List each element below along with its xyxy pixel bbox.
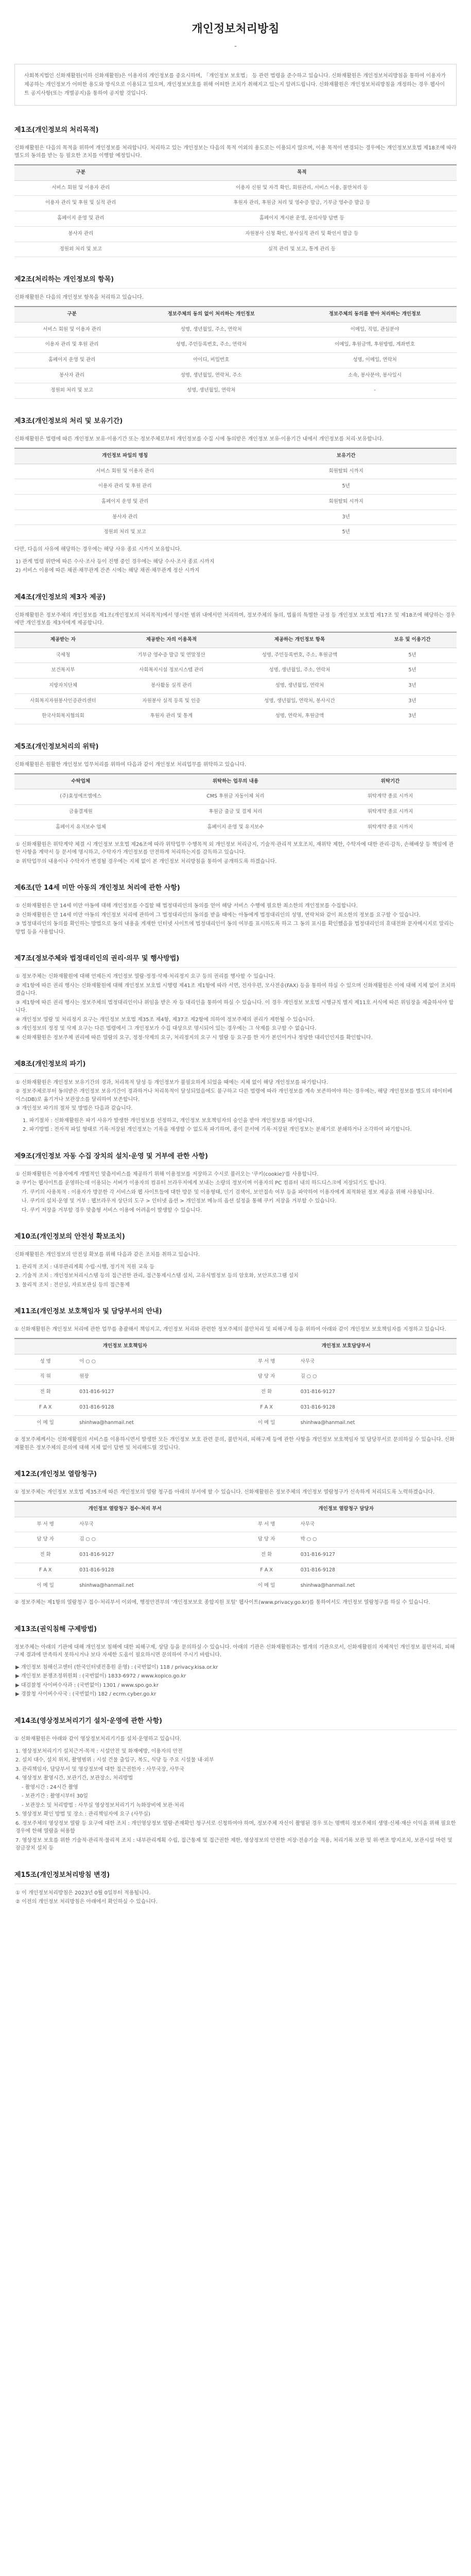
table-row <box>14 663 457 679</box>
table-cell: 031-816-9128 <box>298 1563 457 1578</box>
section-10-intro: 신화재활원은 개인정보의 안전성 확보를 위해 다음과 같은 조치를 취하고 있습니다. <box>14 1252 200 1258</box>
row-label: F A X <box>235 1400 297 1415</box>
intro-box <box>14 64 457 106</box>
table-cell: 보건복지부 <box>14 663 112 679</box>
table-cell: 5년 <box>368 663 457 679</box>
table-cell: 봉사활동 실적 관리 <box>112 678 231 693</box>
table-cell: 사회복지자원봉사인증관리센터 <box>14 693 112 709</box>
section-11-intro: ① 신화재활원은 개인정보 처리에 관한 업무를 총괄해서 책임지고, 개인정보 처리와 관련한 정보주체의 불만처리 및 피해구제 등을 위하여 아래와 같이 개인정보 보호책임자를 지정하고 있습니다. <box>14 1327 446 1333</box>
section-8-sublist <box>14 1117 457 1134</box>
table-row <box>14 648 457 663</box>
row-label: 부 서 명 <box>14 1517 76 1532</box>
table-row <box>14 180 457 196</box>
section-5-title: 제5조(개인정보처리의 위탁) <box>14 742 457 756</box>
table-row <box>14 1578 457 1594</box>
table-row <box>14 1532 457 1548</box>
table-cell: 박 ○ ○ <box>298 1532 457 1548</box>
table-cell: 성명, 연락처, 후원금액 <box>231 709 368 724</box>
table-cell: 김 ○ ○ <box>76 1532 235 1548</box>
table-cell: 홈페이지 게시판 운영, 문의사항 답변 등 <box>147 211 457 227</box>
table-row <box>14 368 457 383</box>
table-cell: shinhwa@hanmail.net <box>298 1578 457 1594</box>
table-cell: 이메일, 후원금액, 후원방법, 계좌번호 <box>293 337 457 353</box>
table-cell: 실적 관리 및 보고, 통계 관리 등 <box>147 242 457 257</box>
list-item: ① 이 개인정보처리방침은 2023년 0월 0일부터 적용됩니다. <box>15 1890 151 1896</box>
table-cell: 3년 <box>368 709 457 724</box>
section-4 <box>14 592 457 724</box>
section-3-note: 다만, 다음의 사유에 해당하는 경우에는 해당 사유 종료 시까지 보유합니다. <box>14 547 182 553</box>
list-item: 4. 영상정보 촬영시간, 보관기간, 보관장소, 처리방법 <box>15 1775 133 1781</box>
list-item: ④ 개인정보 열람 및 처리정지 요구는 개인정보 보호법 제35조 제4항, 제37조 제2항에 의하여 정보주체의 권리가 제한될 수 있습니다. <box>15 1016 315 1023</box>
table-cell: 홈페이지 운영 및 관리 <box>14 494 236 510</box>
table-header: 제공하는 개인정보 항목 <box>231 632 368 648</box>
table-cell: 이용자 관리 및 후원 관리 <box>14 337 129 353</box>
section-15-title: 제15조(개인정보처리방침 변경) <box>14 1870 457 1884</box>
table-cell: 서비스 회원 및 이용자 관리 <box>14 464 236 479</box>
section-13-list <box>14 1664 457 1699</box>
row-label: 담 당 자 <box>235 1532 297 1548</box>
third-party-table <box>14 632 457 724</box>
table-cell: 자원봉사 신청 확인, 봉사실적 관리 및 확인서 발급 등 <box>147 226 457 242</box>
row-label: F A X <box>14 1563 76 1578</box>
section-14-intro: ① 신화재활원은 아래와 같이 영상정보처리기기를 설치·운영하고 있습니다. <box>14 1736 182 1742</box>
list-item: ① 신화재활원은 이용자에게 개별적인 맞춤서비스를 제공하기 위해 이용정보를 저장하고 수시로 불러오는 '쿠키(cookie)'를 사용합니다. <box>15 1171 319 1177</box>
table-cell: 031-816-9128 <box>76 1563 235 1578</box>
list-item: ① 신화재활원은 개인정보 보유기간의 경과, 처리목적 달성 등 개인정보가 불필요하게 되었을 때에는 지체 없이 해당 개인정보를 파기합니다. <box>15 1079 328 1086</box>
table-row <box>14 383 457 399</box>
section-3-intro: 신화재활원은 법령에 따른 개인정보 보유·이용기간 또는 정보주체로부터 개인정보를 수집 시에 동의받은 개인정보 보유·이용기간 내에서 개인정보를 처리·보유합니다. <box>14 436 384 443</box>
table-row <box>14 1563 457 1578</box>
table-header: 수탁업체 <box>14 774 147 789</box>
section-7-title: 제7조(정보주체와 법정대리인의 권리·의무 및 행사방법) <box>14 954 457 968</box>
section-14 <box>14 1716 457 1853</box>
table-row <box>14 1517 457 1532</box>
agency-link[interactable]: ▶ 대검찰청 사이버수사과 : (국번없이) 1301 / www.spo.go.kr <box>15 1682 159 1688</box>
table-header: 제공받는 자 <box>14 632 112 648</box>
table-row <box>14 1385 457 1400</box>
table-cell: 홈페이지 운영 및 유지보수 <box>147 820 324 835</box>
section-12-intro: ① 정보주체는 개인정보 보호법 제35조에 따른 개인정보의 열람 청구를 아래의 부서에 할 수 있습니다. 신화재활원은 정보주체의 개인정보 열람청구가 신속하게 처리되도록 노력하겠습니다. <box>14 1489 435 1496</box>
table-header: 구분 <box>14 307 129 322</box>
table-header: 제공받는 자의 이용목적 <box>112 632 231 648</box>
table-cell: 사무국 <box>298 1517 457 1532</box>
row-label: 부 서 명 <box>235 1517 297 1532</box>
section-5-intro: 신화재활원은 원활한 개인정보 업무처리를 위하여 다음과 같이 개인정보 처리업무를 위탁하고 있습니다. <box>14 762 247 768</box>
list-item: 2. 파기방법 : 전자적 파일 형태로 기록·저장된 개인정보는 기록을 재생할 수 없도록 파기하며, 종이 문서에 기록·저장된 개인정보는 분쇄기로 분쇄하거나 소각하여 파기합니다. <box>23 1127 412 1133</box>
table-row <box>14 820 457 835</box>
list-item: - 보관장소 및 처리방법 : 사무실 영상정보처리기기 녹화장비에 보관·처리 <box>22 1802 184 1808</box>
list-item: 1. 관리적 조치 : 내부관리계획 수립·시행, 정기적 직원 교육 등 <box>15 1264 155 1270</box>
table-row <box>14 337 457 353</box>
table-header: 개인정보 파일의 명칭 <box>14 448 236 464</box>
section-9-list <box>14 1171 457 1215</box>
section-9-title: 제9조(개인정보 자동 수집 장치의 설치·운영 및 거부에 관한 사항) <box>14 1151 457 1165</box>
list-item: ⑥ 신화재활원은 정보주체 권리에 따른 열람의 요구, 정정·삭제의 요구, 처리정지의 요구 시 열람 등 요구를 한 자가 본인이거나 정당한 대리인인지를 확인합니다. <box>15 1035 373 1041</box>
table-cell: 성명, 이메일, 연락처 <box>293 353 457 368</box>
list-item: ① 신화재활원은 위탁계약 체결 시 개인정보 보호법 제26조에 따라 위탁업무 수행목적 외 개인정보 처리금지, 기술적·관리적 보호조치, 재위탁 제한, 수탁자에 대한 관리·감독, 손해배상 등 책임에 관한 사항을 계약서 등 문서에 명시하고, 수탁자가 개인정보를 안전하게 처리하는지를 감독하고 있습니다. <box>15 841 454 856</box>
table-cell: 성명, 생년월일, 주소, 연락처 <box>129 322 293 337</box>
table-header: 개인정보 열람청구 담당자 <box>235 1501 457 1517</box>
table-row <box>14 693 457 709</box>
section-12 <box>14 1469 457 1606</box>
table-cell: 위탁계약 종료 시까지 <box>324 820 457 835</box>
section-3-list <box>14 558 457 575</box>
section-13 <box>14 1624 457 1699</box>
row-label: 성 명 <box>14 1354 76 1369</box>
list-item: ③ 법정대리인의 동의를 확인하는 방법으로 동의 내용을 게재한 인터넷 사이트에 법정대리인이 동의 여부를 표시하도록 하고 그 동의 표시를 확인했음을 법정대리인의 휴대전화 문자메시지로 알리는 방법 등을 사용합니다. <box>15 921 454 935</box>
table-cell: shinhwa@hanmail.net <box>298 1415 457 1431</box>
section-10 <box>14 1232 457 1289</box>
table-cell: 031-816-9127 <box>76 1548 235 1563</box>
table-row <box>14 211 457 227</box>
agency-link[interactable]: ▶ 개인정보 침해신고센터 (한국인터넷진흥원 운영) : (국번없이) 118 / privacy.kisa.or.kr <box>15 1664 218 1670</box>
table-cell: 금융결제원 <box>14 805 147 820</box>
list-item: 5. 영상정보 확인 방법 및 장소 : 관리책임자에 요구 (사무실) <box>15 1811 150 1817</box>
table-cell: 아이디, 비밀번호 <box>129 353 293 368</box>
officer-table <box>14 1338 457 1431</box>
list-item: ② 정보주체로부터 동의받은 개인정보 보유기간이 경과하거나 처리목적이 달성되었음에도 불구하고 다른 법령에 따라 개인정보를 계속 보존하여야 하는 경우에는, 해당 개인정보를 별도의 데이터베이스(DB)로 옮기거나 보관장소를 달리하여 보존합니다. <box>15 1089 452 1103</box>
section-8 <box>14 1059 457 1133</box>
section-14-list <box>14 1748 457 1853</box>
section-1 <box>14 125 457 257</box>
list-item: 1. 파기절차 : 신화재활원은 파기 사유가 발생한 개인정보를 선정하고, 개인정보 보호책임자의 승인을 받아 개인정보를 파기합니다. <box>23 1117 315 1124</box>
table-cell: 후원자 관리, 후원금 처리 및 영수증 발급, 기부금 영수증 발급 등 <box>147 196 457 211</box>
table-cell: 031-816-9128 <box>76 1400 235 1415</box>
section-2 <box>14 275 457 399</box>
list-item: 1) 관계 법령 위반에 따른 수사·조사 등이 진행 중인 경우에는 해당 수사·조사 종료 시까지 <box>15 558 215 565</box>
table-header: 정보주체의 동의를 받아 처리하는 개인정보 <box>293 307 457 322</box>
agency-link[interactable]: ▶ 개인정보 분쟁조정위원회 : (국번없이) 1833-6972 / www.kopico.go.kr <box>15 1673 186 1680</box>
table-cell: 3년 <box>236 510 457 525</box>
list-item: ③ 개인정보 파기의 절차 및 방법은 다음과 같습니다. <box>15 1106 133 1112</box>
row-label: 이 메 일 <box>235 1415 297 1431</box>
table-header: 위탁기간 <box>324 774 457 789</box>
table-cell: 후원금 출금 및 결제 처리 <box>147 805 324 820</box>
table-cell: shinhwa@hanmail.net <box>76 1578 235 1594</box>
table-cell: 지방자치단체 <box>14 678 112 693</box>
table-cell: 이메일, 직업, 관심분야 <box>293 322 457 337</box>
table-cell: 3년 <box>368 693 457 709</box>
list-item: ① 정보주체는 신화재활원에 대해 언제든지 개인정보 열람·정정·삭제·처리정지 요구 등의 권리를 행사할 수 있습니다. <box>15 974 275 980</box>
table-cell: 봉사자 관리 <box>14 510 236 525</box>
table-row <box>14 805 457 820</box>
purpose-table <box>14 164 457 257</box>
row-label: 이 메 일 <box>235 1578 297 1594</box>
list-item: ② 신화재활원은 만 14세 미만 아동의 개인정보 처리에 관하여 그 법정대리인의 동의를 받을 때에는 아동에게 법정대리인의 성명, 연락처와 같이 최소한의 정보를 요구할 수 있습니다. <box>15 912 421 918</box>
list-item: 2. 기술적 조치 : 개인정보처리시스템 등의 접근권한 관리, 접근통제시스템 설치, 고유식별정보 등의 암호화, 보안프로그램 설치 <box>15 1273 299 1279</box>
list-item: 나. 쿠키의 설치·운영 및 거부 : 웹브라우저 상단의 도구 > 인터넷 옵션 > 개인정보 메뉴의 옵션 설정을 통해 쿠키 저장을 거부할 수 있습니다. <box>22 1198 337 1205</box>
table-row <box>14 196 457 211</box>
table-cell: CMS 후원금 자동이체 처리 <box>147 789 324 805</box>
table-cell: 정원외 처리 및 보고 <box>14 242 147 257</box>
table-cell: 위탁계약 종료 시까지 <box>324 805 457 820</box>
list-item: 다. 쿠키 저장을 거부할 경우 맞춤형 서비스 이용에 어려움이 발생할 수 있습니다. <box>22 1207 202 1213</box>
table-row <box>14 1415 457 1431</box>
section-12-note: ② 정보주체는 제1항의 열람청구 접수·처리부서 이외에, 행정안전부의 '개인정보보호 종합지원 포털' 웹사이트(www.privacy.go.kr)를 통하여서도 개인정보 열람청구를 하실 수 있습니다. <box>14 1600 430 1606</box>
list-item: 1. 영상정보처리기기 설치근거·목적 : 시설안전 및 화재예방, 이용자의 안전 <box>15 1748 183 1754</box>
section-2-intro: 신화재활원은 다음의 개인정보 항목을 처리하고 있습니다. <box>14 295 144 301</box>
section-1-title: 제1조(개인정보의 처리목적) <box>14 125 457 139</box>
table-cell: 5년 <box>236 479 457 495</box>
table-cell: 위탁계약 종료 시까지 <box>324 789 457 805</box>
table-cell: 후원자 관리 및 통계 <box>112 709 231 724</box>
list-item: ① 신화재활원은 만 14세 미만 아동에 대해 개인정보를 수집할 때 법정대리인의 동의를 얻어 해당 서비스 수행에 필요한 최소한의 개인정보를 수집합니다. <box>15 903 358 909</box>
page-title: 개인정보처리방침 <box>191 23 280 36</box>
row-label: F A X <box>14 1400 76 1415</box>
table-row <box>14 1354 457 1369</box>
table-cell: 봉사자 관리 <box>14 226 147 242</box>
section-15-list <box>14 1889 457 1906</box>
list-item: 2) 서비스 이용에 따른 채권·채무관계 잔존 시에는 해당 채권·채무관계 정산 시까지 <box>15 568 200 574</box>
table-cell: 김 ○ ○ <box>298 1369 457 1385</box>
section-3 <box>14 416 457 574</box>
table-cell: 국세청 <box>14 648 112 663</box>
table-cell: 홈페이지 운영 및 관리 <box>14 211 147 227</box>
section-11 <box>14 1307 457 1452</box>
table-cell: 사회복지시설 정보시스템 관리 <box>112 663 231 679</box>
table-cell: 회원탈퇴 시까지 <box>236 494 457 510</box>
list-item: 7. 영상정보 보호를 위한 기술적·관리적·물리적 조치 : 내부관리계획 수립, 접근통제 및 접근권한 제한, 영상정보의 안전한 저장·전송기술 적용, 처리기록 보관 및 위·변조 방지조치, 보관시설 마련 및 잠금장치 설치 등 <box>15 1837 452 1851</box>
table-cell: 성명, 생년월일, 연락처, 봉사시간 <box>231 693 368 709</box>
list-item: 6. 정보주체의 영상정보 열람 등 요구에 대한 조치 : 개인영상정보 열람·존재확인 청구서로 신청하여야 하며, 정보주체 자신이 촬영된 경우 또는 명백히 정보주체의 생명·신체·재산 이익을 위해 필요한 경우에 한해 열람을 허용함 <box>15 1820 456 1834</box>
table-row <box>14 242 457 257</box>
table-cell: 성명, 생년월일, 주소, 연락처 <box>231 663 368 679</box>
access-request-table <box>14 1501 457 1594</box>
section-10-list <box>14 1263 457 1290</box>
table-cell: 성명, 주민등록번호, 주소, 후원금액 <box>231 648 368 663</box>
list-item: 가. 쿠키의 사용목적 : 이용자가 방문한 각 서비스와 웹 사이트들에 대한 방문 및 이용형태, 인기 검색어, 보안접속 여부 등을 파악하여 이용자에게 최적화된 정보 제공을 위해 사용됩니다. <box>22 1189 434 1195</box>
section-8-title: 제8조(개인정보의 파기) <box>14 1059 457 1073</box>
row-label: 전 화 <box>235 1385 297 1400</box>
table-row <box>14 1548 457 1563</box>
section-6-list <box>14 902 457 936</box>
section-7 <box>14 954 457 1042</box>
section-15 <box>14 1870 457 1906</box>
table-cell: - <box>293 383 457 399</box>
section-6-title: 제6조(만 14세 미만 아동의 개인정보 처리에 관한 사항) <box>14 883 457 897</box>
table-cell: 소속, 봉사분야, 봉사일시 <box>293 368 457 383</box>
table-cell: 031-816-9127 <box>298 1385 457 1400</box>
section-12-title: 제12조(개인정보 열람청구) <box>14 1469 457 1483</box>
table-cell: 봉사자 관리 <box>14 368 129 383</box>
table-header: 위탁하는 업무의 내용 <box>147 774 324 789</box>
title-separator: - <box>234 42 237 51</box>
table-row <box>14 226 457 242</box>
table-row <box>14 1400 457 1415</box>
section-2-title: 제2조(처리하는 개인정보의 항목) <box>14 275 457 289</box>
table-header: 구분 <box>14 165 147 180</box>
section-4-title: 제4조(개인정보의 제3자 제공) <box>14 592 457 606</box>
table-cell: 정원외 처리 및 보고 <box>14 383 129 399</box>
section-13-title: 제13조(권익침해 구제방법) <box>14 1624 457 1638</box>
table-cell: 홈페이지 유지보수 업체 <box>14 820 147 835</box>
section-5-list <box>14 841 457 866</box>
table-cell: 기부금 영수증 발급 및 연말정산 <box>112 648 231 663</box>
section-13-intro: 정보주체는 아래의 기관에 대해 개인정보 침해에 대한 피해구제, 상담 등을 문의하실 수 있습니다. 아래의 기관은 신화재활원과는 별개의 기관으로서, 신화재활원의 자체적인 개인정보 불만처리, 피해구제 결과에 만족하지 못하시거나 보다 자세한 도움이 필요하시면 문의하여 주시기 바랍니다. <box>14 1644 455 1658</box>
table-cell: 이용자 신원 및 자격 확인, 회원관리, 서비스 이용, 불만처리 등 <box>147 180 457 196</box>
table-cell: 자원봉사 실적 등록 및 인증 <box>112 693 231 709</box>
section-1-intro: 신화재활원은 다음의 목적을 위하여 개인정보를 처리합니다. 처리하고 있는 개인정보는 다음의 목적 이외의 용도로는 이용되지 않으며, 이용 목적이 변경되는 경우에는 개인정보보호법 제18조에 따라 별도의 동의를 받는 등 필요한 조치를 이행할 예정입니다. <box>14 145 457 159</box>
table-cell: 031-816-9127 <box>76 1385 235 1400</box>
list-item: ② 위탁업무의 내용이나 수탁자가 변경될 경우에는 지체 없이 본 개인정보 처리방침을 통하여 공개하도록 하겠습니다. <box>15 858 277 865</box>
section-5 <box>14 742 457 866</box>
table-header: 정보주체의 동의 없이 처리하는 개인정보 <box>129 307 293 322</box>
table-cell: 정원외 처리 및 보고 <box>14 525 236 540</box>
table-row <box>14 510 457 525</box>
table-header: 개인정보 열람청구 접수·처리 부서 <box>14 1501 235 1517</box>
list-item: ② 쿠키는 웹사이트를 운영하는데 이용되는 서버가 이용자의 컴퓨터 브라우저에게 보내는 소량의 정보이며 이용자의 PC 컴퓨터 내의 하드디스크에 저장되기도 합니다. <box>15 1180 386 1187</box>
table-cell: (주)효성에프엠에스 <box>14 789 147 805</box>
section-14-title: 제14조(영상정보처리기기 설치·운영에 관한 사항) <box>14 1716 457 1730</box>
list-item: 2. 설치 대수, 설치 위치, 촬영범위 : 시설 건물 출입구, 복도, 식당 등 주요 시설물 내·외부 <box>15 1757 214 1763</box>
list-item: 3. 관리책임자, 담당부서 및 영상정보에 대한 접근권한자 : 사무국장, 사무국 <box>15 1766 185 1772</box>
list-item: - 보관기간 : 촬영시부터 30일 <box>22 1793 89 1799</box>
table-cell: 이용자 관리 및 후원 및 실적 관리 <box>14 196 147 211</box>
items-table <box>14 306 457 399</box>
list-item: - 촬영시간 : 24시간 촬영 <box>22 1784 78 1790</box>
list-item: 3. 물리적 조치 : 전산실, 자료보관실 등의 접근통제 <box>15 1282 130 1288</box>
table-cell: 회원탈퇴 시까지 <box>236 464 457 479</box>
table-row <box>14 525 457 540</box>
intro-text: 사회복지법인 신화재활원(이하 신화재활원)은 이용자의 개인정보를 중요시하며, 「개인정보 보호법」 등 관련 법령을 준수하고 있습니다. 신화재활원은 개인정보처리방침을 통하여 이용자가 제공하는 개인정보가 어떠한 용도와 방식으로 이용되고 있으며, 개인정보보호를 위해 어떠한 조치가 취해지고 있는지 알려드립니다. 신화재활원은 개인정보처리방침을 개정하는 경우 웹사이트 공지사항(또는 개별공지)을 통하여 공지할 것입니다. <box>24 73 446 96</box>
table-row <box>14 353 457 368</box>
list-item: ② 제1항에 따른 권리 행사는 신화재활원에 대해 개인정보 보호법 시행령 제41조 제1항에 따라 서면, 전자우편, 모사전송(FAX) 등을 통하여 하실 수 있으며 신화재활원은 이에 대해 지체 없이 조치하겠습니다. <box>15 982 456 997</box>
row-label: 이 메 일 <box>14 1415 76 1431</box>
table-cell: 성명, 생년월일, 연락처, 주소 <box>129 368 293 383</box>
table-cell: 사무국 <box>76 1517 235 1532</box>
table-cell: 성명, 생년월일, 연락처 <box>129 383 293 399</box>
table-cell: 한국사회복지협의회 <box>14 709 112 724</box>
table-cell: 홈페이지 운영 및 관리 <box>14 353 129 368</box>
table-row <box>14 1369 457 1385</box>
section-11-title: 제11조(개인정보 보호책임자 및 담당부서의 안내) <box>14 1307 457 1320</box>
table-header: 보유 및 이용기간 <box>368 632 457 648</box>
table-cell: 031-816-9128 <box>298 1400 457 1415</box>
table-cell: 3년 <box>368 678 457 693</box>
section-7-list <box>14 973 457 1042</box>
table-row <box>14 464 457 479</box>
list-item: ⑤ 개인정보의 정정 및 삭제 요구는 다른 법령에서 그 개인정보가 수집 대상으로 명시되어 있는 경우에는 그 삭제를 요구할 수 없습니다. <box>15 1026 317 1032</box>
table-cell: 서비스 회원 및 이용자 관리 <box>14 180 147 196</box>
table-cell: 5년 <box>368 648 457 663</box>
row-label: F A X <box>235 1563 297 1578</box>
section-8-list <box>14 1079 457 1113</box>
table-header: 보유기간 <box>236 448 457 464</box>
list-item: ③ 제1항에 따른 권리 행사는 정보주체의 법정대리인이나 위임을 받은 자 등 대리인을 통하여 하실 수 있습니다. 이 경우 개인정보 보호법 시행규칙 별지 제11호 서식에 따른 위임장을 제출하셔야 합니다. <box>15 999 454 1014</box>
table-row <box>14 789 457 805</box>
table-cell: 이 ○ ○ <box>76 1354 235 1369</box>
row-label: 전 화 <box>14 1385 76 1400</box>
agency-link[interactable]: ▶ 경찰청 사이버수사국 : (국번없이) 182 / ecrm.cyber.go.kr <box>15 1691 156 1698</box>
row-label: 부 서 명 <box>235 1354 297 1369</box>
row-label: 이 메 일 <box>14 1578 76 1594</box>
table-row <box>14 678 457 693</box>
section-4-intro: 신화재활원은 정보주체의 개인정보를 제1조(개인정보의 처리목적)에서 명시한 범위 내에서만 처리하며, 정보주체의 동의, 법률의 특별한 규정 등 개인정보 보호법 제17조 및 제18조에 해당하는 경우에만 개인정보를 제3자에게 제공합니다. <box>14 612 456 626</box>
table-cell: shinhwa@hanmail.net <box>76 1415 235 1431</box>
section-6 <box>14 883 457 936</box>
table-cell: 서비스 회원 및 이용자 관리 <box>14 322 129 337</box>
row-label: 직 위 <box>14 1369 76 1385</box>
row-label: 담 당 자 <box>235 1369 297 1385</box>
row-label: 전 화 <box>14 1548 76 1563</box>
section-10-title: 제10조(개인정보의 안전성 확보조치) <box>14 1232 457 1246</box>
section-9 <box>14 1151 457 1215</box>
table-cell: 성명, 생년월일, 연락처 <box>231 678 368 693</box>
section-3-title: 제3조(개인정보의 처리 및 보유기간) <box>14 416 457 430</box>
table-cell: 사무국 <box>298 1354 457 1369</box>
retention-table <box>14 448 457 540</box>
table-cell: 031-816-9127 <box>298 1548 457 1563</box>
outsourcing-table <box>14 773 457 836</box>
table-cell: 성명, 주민등록번호, 주소, 연락처 <box>129 337 293 353</box>
list-item: ② 이전의 개인정보 처리방침은 아래에서 확인하실 수 있습니다. <box>15 1899 158 1905</box>
table-row <box>14 709 457 724</box>
table-header: 목적 <box>147 165 457 180</box>
section-11-note: ② 정보주체께서는 신화재활원의 서비스를 이용하시면서 발생한 모든 개인정보 보호 관련 문의, 불만처리, 피해구제 등에 관한 사항을 개인정보 보호책임자 및 담당부서로 문의하실 수 있습니다. 신화재활원은 정보주체의 문의에 대해 지체 없이 답변 및 처리해드릴 것입니다. <box>14 1437 455 1451</box>
table-cell: 이용자 관리 및 후원 관리 <box>14 479 236 495</box>
table-cell: 원장 <box>76 1369 235 1385</box>
row-label: 담 당 자 <box>14 1532 76 1548</box>
table-header: 개인정보 보호담당부서 <box>235 1338 457 1354</box>
table-row <box>14 494 457 510</box>
table-cell: 5년 <box>236 525 457 540</box>
table-row <box>14 479 457 495</box>
table-header: 개인정보 보호책임자 <box>14 1338 235 1354</box>
row-label: 전 화 <box>235 1548 297 1563</box>
table-row <box>14 322 457 337</box>
